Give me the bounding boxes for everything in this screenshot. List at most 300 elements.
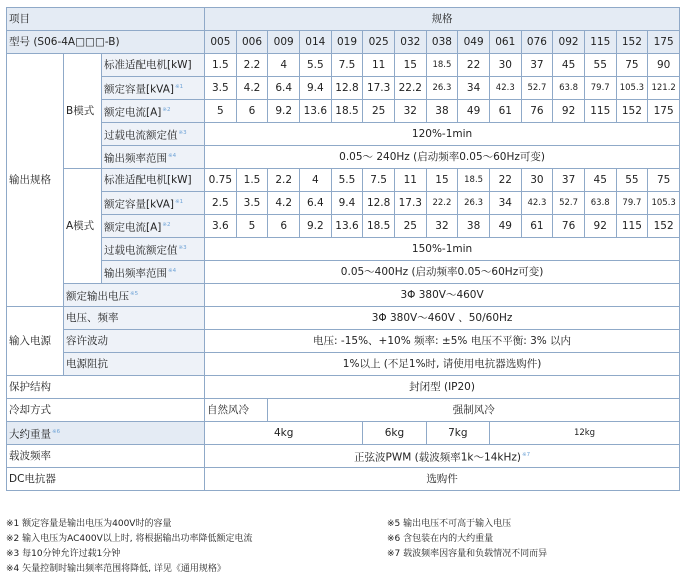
value-cell-text: 6.4: [306, 197, 324, 209]
model-code: [268, 31, 300, 54]
protection-value-text: 封闭型 (IP20): [409, 381, 475, 393]
value-cell: [553, 192, 585, 215]
value-cell: [205, 77, 237, 100]
value-cell: [268, 192, 300, 215]
value-cell: [236, 215, 268, 238]
overload-label-text: 过载电流额定值: [104, 129, 178, 142]
value-cell: [268, 100, 300, 123]
value-cell: [205, 215, 237, 238]
value-cell: [394, 169, 426, 192]
value-cell-text: 75: [625, 59, 639, 71]
value-cell: [363, 192, 395, 215]
weight-value-text: 7kg: [448, 427, 468, 439]
value-cell: [648, 169, 680, 192]
value-cell-text: 76: [530, 105, 544, 117]
protection-value: [205, 376, 680, 399]
value-cell-text: 76: [561, 220, 576, 232]
value-cell-text: 92: [561, 105, 576, 117]
value-cell: [363, 169, 395, 192]
model-code: [458, 31, 490, 54]
input-voltage-label-text: 电压、频率: [66, 312, 119, 324]
value-cell-text: 63.8: [590, 198, 610, 208]
value-cell-text: 52.7: [559, 198, 579, 208]
current-label-text: 额定电流[A]: [104, 106, 162, 119]
input-impedance-row: [7, 353, 690, 376]
value-cell-text: 45: [561, 59, 576, 71]
dc-reactor-label: [7, 468, 205, 491]
a_mode-current-row: [7, 215, 690, 238]
cooling-label-text: 冷却方式: [9, 404, 51, 416]
footnote-marker: ※7: [521, 451, 531, 458]
value-cell-text: 4: [311, 174, 319, 186]
value-cell-text: 152: [653, 220, 674, 232]
value-cell: [648, 100, 680, 123]
freq-value-text: 0.05～ 240Hz (启动频率0.05～60Hz可变): [339, 151, 545, 163]
value-cell-text: 61: [530, 220, 544, 232]
value-cell-text: 3.6: [212, 220, 229, 232]
model-code: [616, 31, 648, 54]
current-label: [102, 100, 205, 123]
model-code: [521, 31, 553, 54]
input-impedance-label: [64, 353, 205, 376]
value-cell: [268, 77, 300, 100]
value-cell-text: 7.5: [370, 174, 387, 186]
value-cell-text: 7.5: [338, 59, 356, 71]
output-voltage-value-text: 3Φ 380V～460V: [400, 289, 484, 301]
value-cell: [616, 215, 648, 238]
value-cell-text: 5: [248, 220, 256, 232]
model-code-text: 005: [210, 36, 231, 48]
value-cell-text: 152: [621, 105, 642, 117]
input-voltage-label: [64, 307, 205, 330]
value-cell: [363, 100, 395, 123]
value-cell-text: 45: [593, 174, 607, 186]
value-cell: [489, 100, 521, 123]
value-cell-text: 121.2: [651, 83, 676, 93]
value-cell: [458, 54, 490, 77]
capacity-label-text: 额定容量[kVA]: [104, 83, 174, 96]
value-cell-text: 105.3: [619, 83, 645, 93]
spec-table: [6, 7, 690, 491]
value-cell: [331, 54, 363, 77]
cooling-row: [7, 399, 690, 422]
value-cell-text: 105.3: [651, 198, 676, 208]
motor-label: [102, 54, 205, 77]
overload-value-text: 150%-1min: [411, 243, 473, 255]
value-cell: [553, 77, 585, 100]
value-cell: [553, 169, 585, 192]
value-cell-text: 32: [403, 105, 417, 117]
input-power-label-text: 输入电源: [9, 335, 51, 347]
output-spec-label: [7, 54, 64, 307]
value-cell: [205, 192, 237, 215]
b_mode-freq-row: [7, 146, 690, 169]
value-cell: [300, 192, 332, 215]
footnote: ※4 矢量控制时输出频率范围将降低, 详见《通用规格》: [6, 564, 226, 574]
value-cell: [489, 54, 521, 77]
input-voltage-row: [7, 307, 690, 330]
value-cell-text: 38: [466, 220, 481, 232]
value-cell: [426, 215, 458, 238]
value-cell-text: 22.2: [432, 198, 452, 208]
model-code: [648, 31, 680, 54]
b-mode-label: [64, 54, 102, 169]
value-cell-text: 49: [466, 105, 481, 117]
motor-label: [102, 169, 205, 192]
value-cell-text: 90: [656, 59, 671, 71]
value-cell: [489, 169, 521, 192]
value-cell-text: 115: [621, 220, 642, 232]
weight-row: [7, 422, 690, 445]
value-cell: [394, 192, 426, 215]
model-code-text: 061: [495, 36, 516, 48]
a_mode-freq-row: [7, 261, 690, 284]
footnote-marker: ※2: [162, 221, 171, 228]
value-cell-text: 15: [435, 174, 449, 186]
input-voltage-value-text: 3Φ 380V～460V 、50/60Hz: [371, 312, 513, 324]
value-cell-text: 34: [466, 82, 481, 94]
footnote: ※7 载波频率因容量和负载情况不同而异: [387, 549, 548, 559]
value-cell-text: 22: [498, 174, 512, 186]
current-label: [102, 215, 205, 238]
footnote: ※6 含包装在内的大约重量: [387, 534, 494, 544]
value-cell-text: 6: [248, 105, 256, 117]
value-cell: [300, 169, 332, 192]
item-header-text: 项目: [9, 13, 30, 25]
model-code-text: 009: [273, 36, 294, 48]
footnote: ※1 额定容量是输出电压为400V时的容量: [6, 519, 172, 529]
value-cell-text: 4: [280, 59, 288, 71]
b_mode-overload-row: [7, 123, 690, 146]
footnote-marker: ※3: [178, 129, 187, 136]
carrier-value-text: 正弦波PWM (载波频率1k～14kHz): [354, 451, 521, 464]
dc-reactor-value-text: 选购件: [426, 473, 458, 485]
model-code: [489, 31, 521, 54]
value-cell: [236, 100, 268, 123]
overload-value-text: 120%-1min: [411, 128, 473, 140]
footnote: ※5 输出电压不可高于输入电压: [387, 519, 512, 529]
input-impedance-value-text: 1%以上 (不足1%时, 请使用电抗器选购件): [342, 358, 542, 370]
footnote-marker: ※1: [174, 83, 184, 90]
value-cell-text: 18.5: [464, 175, 484, 185]
value-cell-text: 115: [590, 105, 611, 117]
value-cell: [584, 192, 616, 215]
model-code: [394, 31, 426, 54]
model-code-text: 014: [305, 36, 326, 48]
footnote: ※2 输入电压为AC400V以上时, 将根据输出功率降低额定电流: [6, 534, 253, 544]
value-cell-text: 25: [371, 105, 386, 117]
freq-label: [102, 146, 205, 169]
weight-value: [363, 422, 426, 445]
footnote-marker: ※3: [178, 244, 187, 251]
capacity-label: [102, 77, 205, 100]
carrier-label: [7, 445, 205, 468]
value-cell-text: 26.3: [464, 198, 484, 208]
value-cell: [553, 215, 585, 238]
model-label: [7, 31, 205, 54]
output-voltage-value: [205, 284, 680, 307]
b_mode-capacity-row: [7, 77, 690, 100]
overload-value: [205, 123, 680, 146]
capacity-label-text: 额定容量[kVA]: [104, 198, 174, 211]
weight-value-text: 12kg: [573, 428, 596, 438]
value-cell: [616, 54, 648, 77]
freq-label: [102, 261, 205, 284]
value-cell-text: 13.6: [303, 105, 328, 117]
a_mode-overload-row: [7, 238, 690, 261]
model-code: [300, 31, 332, 54]
value-cell-text: 18.5: [366, 220, 391, 232]
value-cell: [616, 192, 648, 215]
carrier-value: [205, 445, 680, 468]
footnote-marker: ※2: [162, 106, 171, 113]
model-code: [426, 31, 458, 54]
value-cell-text: 12.8: [335, 82, 359, 94]
value-cell: [331, 100, 363, 123]
value-cell: [300, 215, 332, 238]
value-cell: [236, 54, 268, 77]
value-cell: [521, 215, 553, 238]
b_mode-motor-row: [7, 54, 690, 77]
value-cell: [426, 192, 458, 215]
value-cell-text: 5.5: [338, 174, 356, 186]
value-cell: [394, 77, 426, 100]
value-cell: [648, 215, 680, 238]
input-power-label: [7, 307, 64, 376]
value-cell-text: 42.3: [495, 83, 515, 93]
value-cell-text: 1.5: [243, 174, 261, 186]
value-cell-text: 30: [530, 174, 544, 186]
model-code-text: 025: [368, 36, 389, 48]
value-cell-text: 49: [498, 220, 512, 232]
value-cell: [521, 77, 553, 100]
value-cell: [331, 77, 363, 100]
freq-value-text: 0.05～400Hz (启动频率0.05～60Hz可变): [340, 266, 544, 278]
model-code-text: 076: [526, 36, 547, 48]
weight-value-text: 6kg: [384, 427, 405, 439]
value-cell: [300, 77, 332, 100]
dc-reactor-row: [7, 468, 690, 491]
dc-reactor-label-text: DC电抗器: [9, 473, 56, 485]
motor-label-text: 标准适配电机[kW]: [104, 174, 192, 186]
value-cell-text: 79.7: [590, 83, 610, 93]
value-cell: [236, 192, 268, 215]
value-cell-text: 30: [498, 59, 512, 71]
value-cell: [268, 54, 300, 77]
value-cell: [426, 169, 458, 192]
value-cell: [331, 169, 363, 192]
output-voltage-label-text: 额定输出电压: [66, 290, 129, 303]
value-cell-text: 2.2: [243, 59, 261, 71]
value-cell: [426, 77, 458, 100]
value-cell: [584, 215, 616, 238]
value-cell-text: 79.7: [622, 198, 642, 208]
value-cell-text: 92: [593, 220, 607, 232]
value-cell: [205, 169, 237, 192]
model-label-text: 型号 (S06-4A□□□-B): [9, 36, 120, 48]
value-cell: [236, 77, 268, 100]
output-voltage-label: [64, 284, 205, 307]
cooling-forced: [268, 399, 680, 422]
input-tolerance-label: [64, 330, 205, 353]
value-cell: [458, 77, 490, 100]
value-cell-text: 13.6: [335, 220, 359, 232]
motor-label-text: 标准适配电机[kW]: [104, 59, 192, 71]
weight-value-text: 4kg: [273, 427, 294, 439]
freq-label-text: 输出频率范围: [104, 152, 167, 165]
value-cell: [363, 77, 395, 100]
model-code-text: 115: [590, 36, 611, 48]
value-cell: [616, 77, 648, 100]
value-cell: [236, 169, 268, 192]
value-cell-text: 2.5: [212, 197, 229, 209]
spec-header: [205, 8, 680, 31]
value-cell: [553, 54, 585, 77]
overload-value: [205, 238, 680, 261]
model-code-text: 175: [653, 36, 674, 48]
value-cell-text: 3.5: [212, 82, 229, 94]
freq-label-text: 输出频率范围: [104, 267, 167, 280]
overload-label: [102, 238, 205, 261]
cooling-natural-text: 自然风冷: [207, 404, 250, 416]
input-voltage-value: [205, 307, 680, 330]
table-header-row: [7, 8, 690, 31]
value-cell: [616, 169, 648, 192]
value-cell-text: 9.4: [306, 82, 324, 94]
value-cell: [300, 54, 332, 77]
value-cell-text: 26.3: [432, 83, 452, 93]
value-cell: [648, 54, 680, 77]
value-cell: [205, 100, 237, 123]
value-cell-text: 9.2: [275, 105, 293, 117]
footnote-marker: ※1: [174, 198, 184, 205]
capacity-label: [102, 192, 205, 215]
value-cell: [584, 77, 616, 100]
current-label-text: 额定电流[A]: [104, 221, 162, 234]
value-cell-text: 55: [625, 174, 639, 186]
model-code: [363, 31, 395, 54]
value-cell-text: 22.2: [398, 82, 422, 94]
b-mode-label-text: B模式: [66, 105, 95, 117]
model-code: [205, 31, 237, 54]
carrier-row: [7, 445, 690, 468]
value-cell-text: 5.5: [306, 59, 324, 71]
value-cell-text: 9.4: [338, 197, 356, 209]
value-cell-text: 15: [403, 59, 417, 71]
model-code-text: 049: [463, 36, 484, 48]
weight-label: [7, 422, 205, 445]
value-cell: [300, 100, 332, 123]
freq-value: [205, 261, 680, 284]
value-cell-text: 18.5: [432, 60, 452, 70]
cooling-natural: [205, 399, 268, 422]
a_mode-capacity-row: [7, 192, 690, 215]
value-cell: [331, 215, 363, 238]
value-cell: [489, 215, 521, 238]
value-cell-text: 38: [435, 105, 449, 117]
value-cell-text: 34: [498, 197, 512, 209]
value-cell: [268, 169, 300, 192]
value-cell-text: 75: [656, 174, 671, 186]
dc-reactor-value: [205, 468, 680, 491]
value-cell-text: 63.8: [559, 83, 579, 93]
value-cell-text: 25: [403, 220, 417, 232]
model-code-text: 152: [621, 36, 642, 48]
value-cell-text: 4.2: [275, 197, 293, 209]
value-cell-text: 12.8: [366, 197, 391, 209]
weight-value: [426, 422, 489, 445]
value-cell: [521, 169, 553, 192]
value-cell: [268, 215, 300, 238]
footnote-marker: ※5: [130, 290, 139, 297]
value-cell: [458, 169, 490, 192]
input-impedance-label-text: 电源阻抗: [66, 358, 108, 370]
footnote-marker: ※4: [168, 152, 177, 159]
weight-value: [489, 422, 679, 445]
value-cell: [616, 100, 648, 123]
overload-label-text: 过载电流额定值: [104, 244, 178, 257]
value-cell: [489, 77, 521, 100]
protection-row: [7, 376, 690, 399]
value-cell-text: 0.75: [208, 174, 233, 186]
cooling-forced-text: 强制风冷: [452, 404, 495, 416]
value-cell-text: 18.5: [335, 105, 359, 117]
value-cell: [426, 54, 458, 77]
protection-label: [7, 376, 205, 399]
value-cell: [205, 54, 237, 77]
model-code: [584, 31, 616, 54]
input-tolerance-value-text: 电压: -15%、+10% 频率: ±5% 电压不平衡: 3% 以内: [313, 335, 572, 347]
input-tolerance-value: [205, 330, 680, 353]
value-cell-text: 5: [217, 105, 224, 117]
value-cell-text: 6.4: [275, 82, 293, 94]
value-cell: [584, 169, 616, 192]
value-cell: [553, 100, 585, 123]
value-cell-text: 2.2: [275, 174, 293, 186]
value-cell-text: 55: [593, 59, 607, 71]
footnote-marker: ※4: [168, 267, 177, 274]
spec-header-text: 规格: [431, 13, 453, 25]
value-cell: [489, 192, 521, 215]
b_mode-current-row: [7, 100, 690, 123]
cooling-label: [7, 399, 205, 422]
model-code: [236, 31, 268, 54]
value-cell: [584, 100, 616, 123]
model-row: [7, 31, 690, 54]
value-cell-text: 9.2: [306, 220, 324, 232]
footnote: ※3 每10分钟允许过载1分钟: [6, 549, 121, 559]
value-cell: [648, 77, 680, 100]
weight-label-text: 大约重量: [9, 428, 51, 441]
model-code-text: 006: [241, 36, 263, 48]
model-code-text: 092: [558, 36, 579, 48]
value-cell: [584, 54, 616, 77]
input-tolerance-label-text: 容许波动: [66, 335, 108, 347]
value-cell: [521, 100, 553, 123]
input-tolerance-row: [7, 330, 690, 353]
value-cell: [648, 192, 680, 215]
value-cell-text: 37: [530, 59, 544, 71]
weight-value: [205, 422, 363, 445]
value-cell: [394, 100, 426, 123]
value-cell-text: 37: [561, 174, 576, 186]
freq-value: [205, 146, 680, 169]
value-cell: [426, 100, 458, 123]
value-cell: [363, 215, 395, 238]
a_mode-motor-row: [7, 169, 690, 192]
value-cell: [521, 54, 553, 77]
value-cell-text: 11: [371, 59, 386, 71]
